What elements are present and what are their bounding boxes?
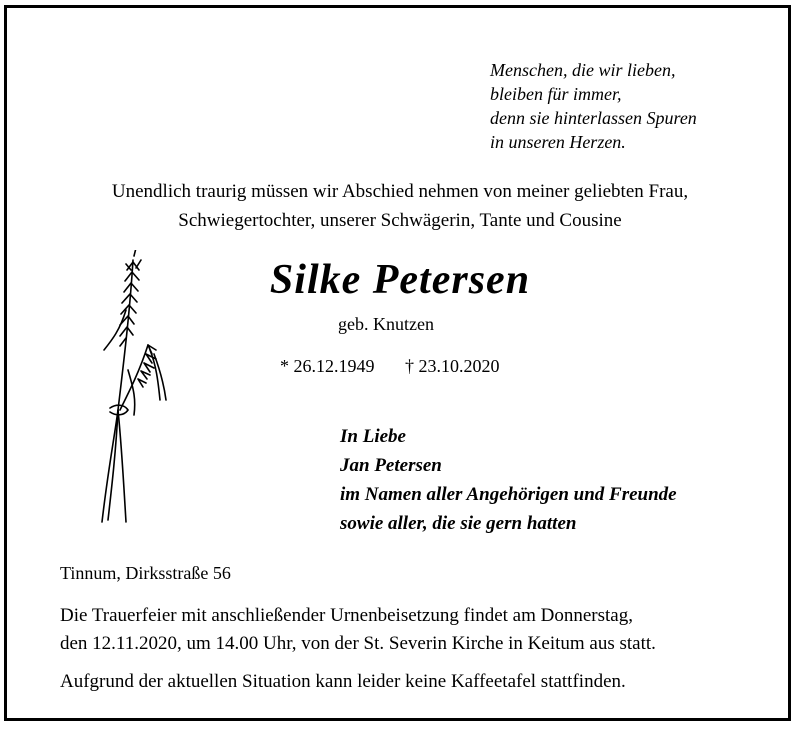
service-line: den 12.11.2020, um 14.00 Uhr, von der St. Severin Kirche in Keitum aus statt. xyxy=(60,633,656,654)
intro-line: Unendlich traurig müssen wir Abschied nehmen von meiner geliebten Frau, xyxy=(111,181,689,202)
intro-text xyxy=(0,177,800,235)
death-date: † 23.10.2020 xyxy=(405,356,500,376)
motto-verse xyxy=(490,58,697,154)
coffee-note: Aufgrund der aktuellen Situation kann leider keine Kaffeetafel stattfinden. xyxy=(60,671,626,692)
motto-line: denn sie hinterlassen Spuren xyxy=(490,108,697,128)
life-dates xyxy=(280,356,500,377)
mourner-line: Jan Petersen xyxy=(340,455,442,476)
funeral-service-info xyxy=(60,602,656,658)
mourner-line: im Namen aller Angehörigen und Freunde xyxy=(340,484,677,505)
deceased-name: Silke Petersen xyxy=(269,257,531,303)
intro-line: Schwiegertochter, unserer Schwägerin, Tante und Cousine xyxy=(178,210,622,231)
motto-line: bleiben für immer, xyxy=(490,84,622,104)
motto-line: Menschen, die wir lieben, xyxy=(490,60,676,80)
address: Tinnum, Dirksstraße 56 xyxy=(60,563,231,583)
mourners-signature xyxy=(340,422,677,538)
motto-line: in unseren Herzen. xyxy=(490,132,626,152)
mourner-line: In Liebe xyxy=(340,426,406,447)
mourner-line: sowie aller, die sie gern hatten xyxy=(340,513,577,534)
maiden-name: geb. Knutzen xyxy=(338,314,434,334)
birth-date: * 26.12.1949 xyxy=(280,356,375,376)
service-line: Die Trauerfeier mit anschließender Urnenbeisetzung findet am Donnerstag, xyxy=(60,605,633,626)
